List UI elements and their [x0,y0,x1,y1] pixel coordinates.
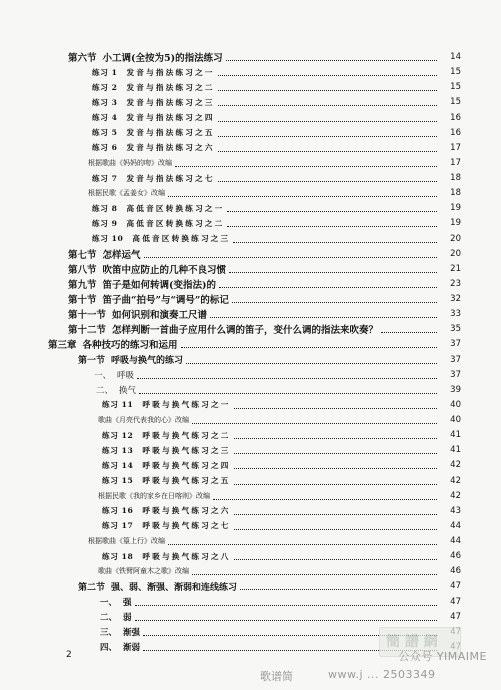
toc-entry-page: 23 [450,278,461,289]
toc-entry-page: 46 [450,551,461,562]
toc-entry-number: 第三章 [48,340,77,352]
toc-leader-dots [218,134,437,137]
watermark-line1: 公众号 YIMAIME [398,650,487,663]
toc-entry-number: 练习 15 [102,476,134,486]
toc-entry-title: 歌曲《月亮代表我的心》改编 [98,416,189,425]
toc-entry-page: 17 [450,157,461,168]
toc-entry-page: 39 [450,384,461,395]
toc-leader-dots [135,603,437,606]
toc-leader-dots [227,209,437,212]
toc-entry-number: 练习 3 [92,97,118,107]
toc-entry-page: 47 [450,596,461,607]
toc-leader-dots [234,512,437,515]
toc-entry-title: 笛子是如何转调(变指法)的 [102,279,217,291]
toc-leader-dots [181,345,437,348]
toc-entry-page: 32 [450,294,461,305]
toc-entry-number: 练习 10 [92,234,124,244]
toc-entry-title: 发音与指法练习之七 [126,173,215,183]
toc-entry-page: 41 [450,445,461,456]
toc-entry-page: 20 [450,233,461,244]
toc-entry-title: 呼吸与换气练习之一 [142,400,231,410]
toc-leader-dots [234,557,437,560]
toc-leader-dots [234,436,437,439]
toc-entry-title: 发音与指法练习之二 [126,82,215,92]
toc-leader-dots [381,330,437,333]
toc-entry-page: 16 [450,112,461,123]
toc-leader-dots [234,451,437,454]
toc-entry-page: 40 [450,415,461,426]
toc-entry-title: 发音与指法练习之六 [126,143,215,153]
watermark-line3: www.j ... 2503349 [328,668,436,681]
toc-entry-number: 第六节 [68,53,97,64]
toc-entry-title: 根据民歌《孟姜女》改编 [88,189,165,198]
toc-entry-page: 46 [450,566,461,577]
toc-entry-title: 歌曲《铁臂阿童木之歌》改编 [98,567,189,576]
toc-entry-title: 怎样判断一首曲子应用什么调的笛子，变什么调的指法来吹奏？ [112,325,379,337]
toc-entry-number: 三、 [100,627,118,638]
toc-entry-title: 弱 [123,612,132,623]
toc-entry-number: 第二节 [78,582,106,593]
toc-entry-number: 一、 [94,370,112,381]
watermark-logo-text: 簡 譜 網 [386,634,438,650]
toc-leader-dots [234,466,437,469]
toc-entry-title: 根据歌曲《妈妈的吻》改编 [88,158,172,167]
toc-entry-number: 练习 12 [102,430,134,440]
toc-entry-title: 呼吸与换气练习之六 [142,506,231,516]
toc-entry-page: 20 [450,248,461,259]
toc-leader-dots [137,376,437,379]
toc-entry-title: 换气 [119,385,137,396]
toc-leader-dots [168,194,437,197]
toc-entry-page: 15 [450,67,461,78]
toc-entry-page: 19 [450,203,461,214]
toc-leader-dots [139,391,437,394]
toc-entry-number: 练习 11 [102,400,134,410]
toc-entry-page: 33 [450,309,461,320]
toc-leader-dots [168,542,437,545]
toc-leader-dots [135,618,437,621]
toc-entry-page: 43 [450,505,461,516]
toc-entry-title: 根据歌曲《篁上行》改编 [88,537,165,546]
toc-entry-title: 怎样运气 [102,249,141,261]
toc-leader-dots [219,285,437,288]
toc-entry-title: 根据民歌《我的家乡在日喀则》改编 [98,491,210,500]
toc-entry-title: 高低音区转换练习之一 [126,203,225,213]
toc-entry-number: 第八节 [68,264,97,276]
toc-entry-page: 17 [450,142,461,153]
toc-entry-title: 高低音区转换练习之二 [126,218,225,228]
toc-entry-number: 练习 7 [92,173,118,183]
toc-leader-dots [175,164,437,167]
toc-entry-number: 第一节 [78,356,106,367]
toc-entry-number: 二、 [100,612,118,623]
toc-entry-page: 18 [450,188,461,199]
toc-entry-number: 第七节 [68,249,97,261]
toc-leader-dots [213,497,437,500]
toc-entry-title: 渐弱 [123,643,141,653]
toc-entry-title: 发音与指法练习之四 [126,113,215,122]
toc-entry-number: 练习 13 [102,445,134,455]
toc-entry-label [100,638,140,656]
toc-leader-dots [218,73,437,76]
toc-entry-page: 21 [450,263,461,274]
toc-entry-page: 15 [450,82,461,93]
toc-leader-dots [233,240,437,243]
toc-entry-title: 渐强 [123,627,141,638]
toc-entry-title: 呼吸与换气的练习 [111,356,184,367]
toc-leader-dots [227,224,437,227]
toc-entry-title: 呼吸 [117,370,135,381]
toc-entry-number: 练习 16 [102,506,134,516]
toc-entry-page: 40 [450,399,461,410]
toc-entry-number: 第十节 [68,295,97,307]
toc-entry-page: 41 [450,430,461,441]
toc-entry-title: 高低音区转换练习之三 [132,234,231,244]
toc-entry-page: 42 [450,490,461,501]
toc-entry-page: 18 [450,173,461,184]
toc-entry-number: 练习 2 [92,82,118,92]
page-number: 2 [66,650,72,660]
toc-entry-page: 37 [450,369,461,380]
toc-entry-page: 42 [450,475,461,486]
toc-entry-page: 44 [450,536,461,547]
toc-entry-title: 呼吸与换气练习之五 [142,476,231,486]
toc-entry-number: 练习 6 [92,143,118,153]
toc-leader-dots [234,527,437,530]
toc-leader-dots [192,421,437,424]
toc-leader-dots [232,300,437,303]
toc-entry-page: 37 [450,354,461,365]
toc-entry-page: 37 [450,339,461,350]
toc-entry-title: 呼吸与换气练习之二 [142,430,231,440]
toc-entry-page: 47 [450,581,461,592]
toc-leader-dots [240,587,437,590]
toc-entry-title: 如何识别和演奏工尺谱 [112,310,208,322]
toc-entry-number: 四、 [100,643,118,653]
toc-entry-number: 练习 17 [102,521,134,531]
toc-entry-number: 练习 18 [102,551,134,561]
toc-entry-page: 19 [450,218,461,229]
toc-entry-number: 第十一节 [68,310,107,322]
toc-entry-page: 42 [450,460,461,471]
toc-entry-title: 呼吸与换气练习之七 [142,521,231,531]
toc-entry-number: 练习 4 [92,113,118,122]
toc-leader-dots [144,255,437,258]
toc-leader-dots [186,361,437,364]
toc-entry-title: 小工调(全按为5)的指法练习 [102,53,223,64]
toc-entry-number: 练习 5 [92,128,118,138]
toc-entry-number: 练习 14 [102,460,134,470]
toc-entry-title: 笛子曲“拍号”与“调号”的标记 [102,295,229,307]
toc-leader-dots [226,58,437,61]
toc-entry-title: 呼吸与换气练习之四 [142,460,231,470]
toc-leader-dots [218,103,437,106]
toc-leader-dots [229,270,437,273]
toc-entry-number: 一、 [100,597,118,608]
toc-leader-dots [218,149,437,152]
toc-entry-title: 发音与指法练习之一 [126,67,215,77]
watermark-line2: 歌谱简 [260,670,293,683]
toc-entry-title: 呼吸与换气练习之三 [142,445,231,455]
toc-entry-number: 练习 9 [92,218,118,228]
toc-entry-title: 各种技巧的练习和运用 [82,340,178,352]
toc-leader-dots [234,406,437,409]
toc-entry-page: 35 [450,324,461,335]
toc-entry-number: 练习 8 [92,203,118,213]
toc-entry-title: 吹笛中应防止的几种不良习惯 [102,264,227,276]
toc-entry-number: 第九节 [68,279,97,291]
toc-entry-title: 呼吸与换气练习之八 [142,551,231,561]
toc-leader-dots [218,179,437,182]
toc-entry-number: 第十二节 [68,325,107,337]
watermark [240,630,501,690]
toc-entry-page: 47 [450,611,461,622]
toc-leader-dots [218,119,437,122]
toc-entry-number: 练习 1 [92,67,118,77]
toc-entry-page: 14 [450,52,461,62]
toc-entry-page: 16 [450,127,461,138]
toc-entry-title: 强、弱、渐强、渐弱和连线练习 [111,582,238,593]
toc-leader-dots [192,572,437,575]
toc-entry-number: 二、 [96,385,114,396]
toc-entry-page: 44 [450,520,461,531]
toc-entry-title: 发音与指法练习之三 [126,97,215,107]
toc-entry-title: 发音与指法练习之五 [126,128,215,138]
toc-entry-title: 强 [123,597,132,608]
toc-leader-dots [234,482,437,485]
toc-leader-dots [218,88,437,91]
toc-entry-page: 15 [450,97,461,108]
toc-leader-dots [210,315,437,318]
